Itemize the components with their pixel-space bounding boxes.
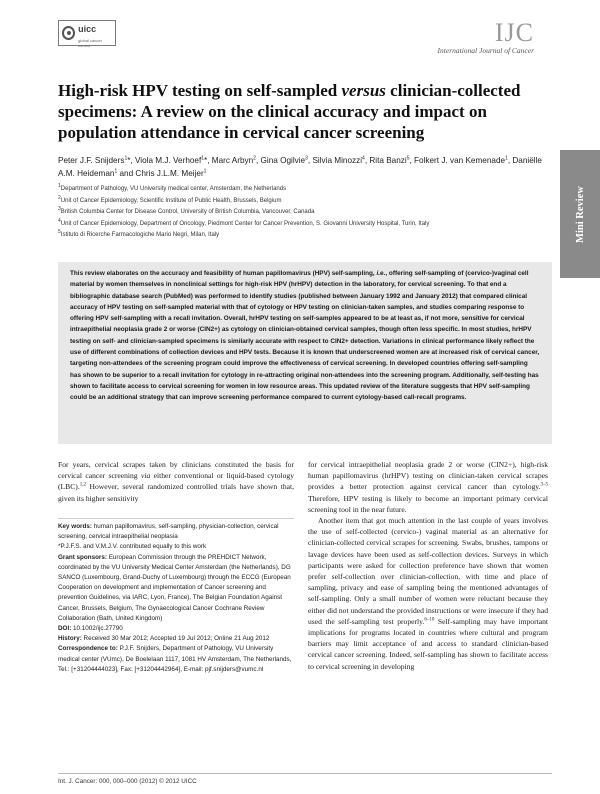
correspondence-label: Correspondence to: bbox=[58, 645, 118, 653]
body-paragraph-1 bbox=[308, 459, 548, 515]
logo-subtext: global cancer control bbox=[78, 37, 102, 48]
history bbox=[58, 634, 294, 644]
intro-paragraph bbox=[58, 459, 294, 504]
author-4-affil: 3 bbox=[305, 155, 308, 162]
affiliation-item bbox=[58, 219, 548, 231]
affiliation-text: British Columbia Center for Disease Control, University of British Columbia, Vancouver, Canada bbox=[60, 209, 315, 215]
body-text-1b: Therefore, HPV testing is likely to become an important primary cervical screening tool in the near future. bbox=[308, 493, 548, 514]
uicc-globe-icon bbox=[62, 26, 75, 40]
affiliation-text: Istituto di Ricerche Farmacologiche Mario Negri, Milan, Italy bbox=[60, 232, 220, 238]
author-9: and Chris J.L.M. Meijer bbox=[117, 169, 204, 178]
body-paragraph-2 bbox=[308, 515, 548, 672]
page-footer: Int. J. Cancer: 000, 000–000 (2012) © 2012 UICC bbox=[58, 778, 197, 785]
keywords-label: Key words: bbox=[58, 523, 92, 530]
affiliation-number: 2 bbox=[58, 194, 61, 201]
affiliation-text: Department of Pathology, VU University medical center, Amsterdam, the Netherlands bbox=[60, 186, 287, 192]
author-5-affil: 4 bbox=[362, 155, 365, 162]
abstract-box bbox=[58, 262, 552, 444]
logo-text: uicc bbox=[78, 23, 97, 34]
title-part-c: clinician-collected specimens: A review on the clinical accuracy and impact on population attendance in cervical cancer screening bbox=[58, 81, 521, 142]
body-text-2b: Self-sampling may have important implications for programs located in countries where cultural and program barriers may limit acceptance of and access to standard clinician-based cervical cancer screening. Indeed, self-sampling has shown to facilitate access to cervical screening in developing bbox=[308, 616, 548, 671]
grant-text: European Commission through the PREHDICT Network, coordinated by the VU University Medical Center Amsterdam (the Netherlands), DG SANCO (Luxembourg, Grand-Duchy of Luxembourg) through the ECCG (European Cooperation on development and implementation of Cancer screening and prevention Guidelines, via IARC, Lyon, France), The Belgian Foundation Against Cancer, Brussels, Belgium, The Gynaecological Cancer Cochrane Review Collaboration (Bath, United Kingdom) bbox=[58, 553, 291, 622]
intro-text-a: For years, cervical scrapes taken by clinicians constituted the basis for cervical cancer screening bbox=[58, 460, 294, 481]
author-9-affil: 1 bbox=[203, 168, 207, 175]
article-title bbox=[58, 80, 558, 143]
logo-wordmark bbox=[78, 19, 112, 48]
abstract-ie: i.e. bbox=[376, 270, 386, 277]
author-1: Peter J.F. Snijders bbox=[58, 156, 125, 165]
correspondence-text: P.J.F. Snijders, Department of Pathology, VU University medical center (VUmc), De Boelelaan 1117, 1081 HV Amsterdam, The Netherlands, Tel.: [+31204444023], Fax: [+31204442964], E-mail: pjf.snijders@vumc.nl bbox=[58, 645, 292, 673]
title-part-versus: versus bbox=[341, 81, 386, 100]
affiliation-item bbox=[58, 196, 548, 208]
affiliation-number: 1 bbox=[58, 183, 61, 189]
affiliation-number: 4 bbox=[58, 217, 61, 224]
author-2: *, Viola M.J. Verhoef bbox=[127, 156, 202, 165]
affiliation-item bbox=[58, 184, 548, 196]
side-tab-label: Mini Review bbox=[574, 185, 586, 243]
doi-label: DOI: bbox=[58, 625, 72, 633]
author-6: , Rita Banzi bbox=[364, 156, 407, 165]
body-text-2a: Another item that got much attention in the last couple of years involves the use of self-collected (cervico-) vaginal material as an alternative for clinician-collected cervical scrapes for screening. Swabs, brushes, tampons or lavage devices have been used as self-collection devices. Surveys in which participants were asked for collection preference have shown that women prefer self-collection over clinician-collection, with time and place of sampling, privacy and ease of sampling being the mentioned advantages of self-sampling. Only a small number of women were reluctant because they either did not understand the provided instructions or were insecure if they had used the self-sampling test properly. bbox=[308, 516, 548, 626]
body-column-right bbox=[308, 459, 548, 672]
grant-label: Grant sponsors: bbox=[58, 553, 107, 561]
title-part-a: High-risk HPV testing on self-sampled bbox=[58, 81, 342, 100]
affiliation-item bbox=[58, 207, 548, 219]
citation-ref: 1,2 bbox=[79, 482, 86, 488]
author-1-affil: 1 bbox=[124, 155, 128, 162]
author-3-affil: 2 bbox=[253, 155, 256, 162]
author-3: *, Marc Arbyn bbox=[204, 156, 254, 165]
citation-ref: 3–5 bbox=[540, 482, 548, 488]
body-column-left bbox=[58, 459, 294, 504]
footer-divider bbox=[58, 773, 552, 774]
keywords bbox=[58, 522, 294, 542]
author-8-affil: 1 bbox=[114, 168, 118, 175]
affiliation-text: Unit of Cancer Epidemiology, Department of Oncology, Piedmont Center for Cancer Prevention, S. Giovanni University Hospital, Turin, Italy bbox=[60, 220, 430, 227]
author-2-affil: 1 bbox=[201, 155, 205, 162]
history-label: History: bbox=[58, 635, 82, 643]
body-text-1a: for cervical intraepithelial neoplasia grade 2 or worse (CIN2+), high-risk human papillomavirus (hrHPV) testing on clinician-taken cervical scrapes provides a better protection against cervical cancer than cytology. bbox=[308, 460, 548, 492]
affiliation-number: 3 bbox=[58, 206, 61, 212]
author-7-affil: 1 bbox=[505, 155, 508, 162]
affiliation-item bbox=[58, 230, 548, 242]
author-5: , Silvia Minozzi bbox=[307, 156, 363, 165]
abstract-part-2: , offering self-sampling of (cervico-)vaginal cell material by women themselves in nonclinical settings for high-risk HPV (hrHPV) detection in the laboratory, for cervical screening. To that end a bibliographic database search (PubMed) was performed to identify studies (published between January 1992 and January 2012) that compared clinical accuracy of HPV testing on self-sampled material with that of cytology or HPV testing on clinician-taken samples, and studies comparing response to offering HPV self-sampling with a recall invitation. Overall, hrHPV testing on self-samples appeared to be at least as, if not more, sensitive for cervical intraepithelial neoplasia grade 2 or worse (CIN2+) as cytology on clinician-obtained cervical samples, though often less specific. In most studies, hrHPV testing on self- and clinician-sampled specimens is similarly accurate with respect to CIN2+ detection. Variations in clinical performance likely reflect the use of different combinations of collection devices and HPV tests. Because it is known that underscreened women are at increased risk of cervical cancer, targeting non-attendees of the screening program could improve the effectiveness of cervical screening. In developed countries offering self-sampling has shown to be superior to a recall invitation for cytology in re-attracting original non-attendees into the screening program. Additionally, self-testing has shown to facilitate access to cervical screening for women in low resource areas. This updated review of the literature suggests that HPV self-sampling could be an additional strategy that can improve screening performance compared to current cytology-based call-recall programs. bbox=[70, 270, 540, 402]
author-8: , Daniëlle A.M. Heideman bbox=[58, 156, 542, 178]
grant-sponsors bbox=[58, 553, 294, 624]
affiliation-text: Unit of Cancer Epidemiology, Scientific Institute of Public Health, Brussels, Belgium bbox=[60, 197, 282, 204]
intro-text-c: However, several randomized controlled trials have shown that, given its higher sensitivity bbox=[58, 482, 294, 503]
journal-abbreviation: IJC bbox=[494, 18, 534, 47]
doi bbox=[58, 624, 294, 634]
intro-via: via bbox=[141, 471, 151, 481]
history-text: Received 30 Mar 2012; Accepted 19 Jul 2012; Online 21 Aug 2012 bbox=[81, 635, 270, 643]
affiliations bbox=[58, 184, 548, 242]
section-side-tab bbox=[560, 150, 600, 278]
uicc-logo bbox=[58, 20, 116, 46]
citation-ref: 6–10 bbox=[424, 617, 435, 623]
affiliation-number: 5 bbox=[58, 229, 61, 235]
equal-contribution-note: *P.J.F.S. and V.M.J.V. contributed equally to this work bbox=[58, 543, 207, 551]
intro-text-b: either conventional or liquid-based cytology (LBC). bbox=[58, 471, 294, 492]
correspondence bbox=[58, 644, 294, 675]
doi-value: 10.1002/ijc.27790 bbox=[71, 625, 123, 633]
author-6-affil: 5 bbox=[406, 155, 410, 162]
journal-name: International Journal of Cancer bbox=[437, 46, 534, 55]
keywords-text: human papillomavirus, self-sampling, physician-collection, cervical screening, cervical intraepithelial neoplasia bbox=[58, 523, 279, 541]
author-7: , Folkert J. van Kemenade bbox=[409, 156, 506, 165]
author-4: , Gina Ogilvie bbox=[255, 156, 306, 165]
article-notes bbox=[58, 518, 294, 675]
abstract-part-1: This review elaborates on the accuracy and feasibility of human papillomavirus (HPV) self-sampling, bbox=[70, 270, 377, 277]
author-list bbox=[58, 154, 548, 180]
